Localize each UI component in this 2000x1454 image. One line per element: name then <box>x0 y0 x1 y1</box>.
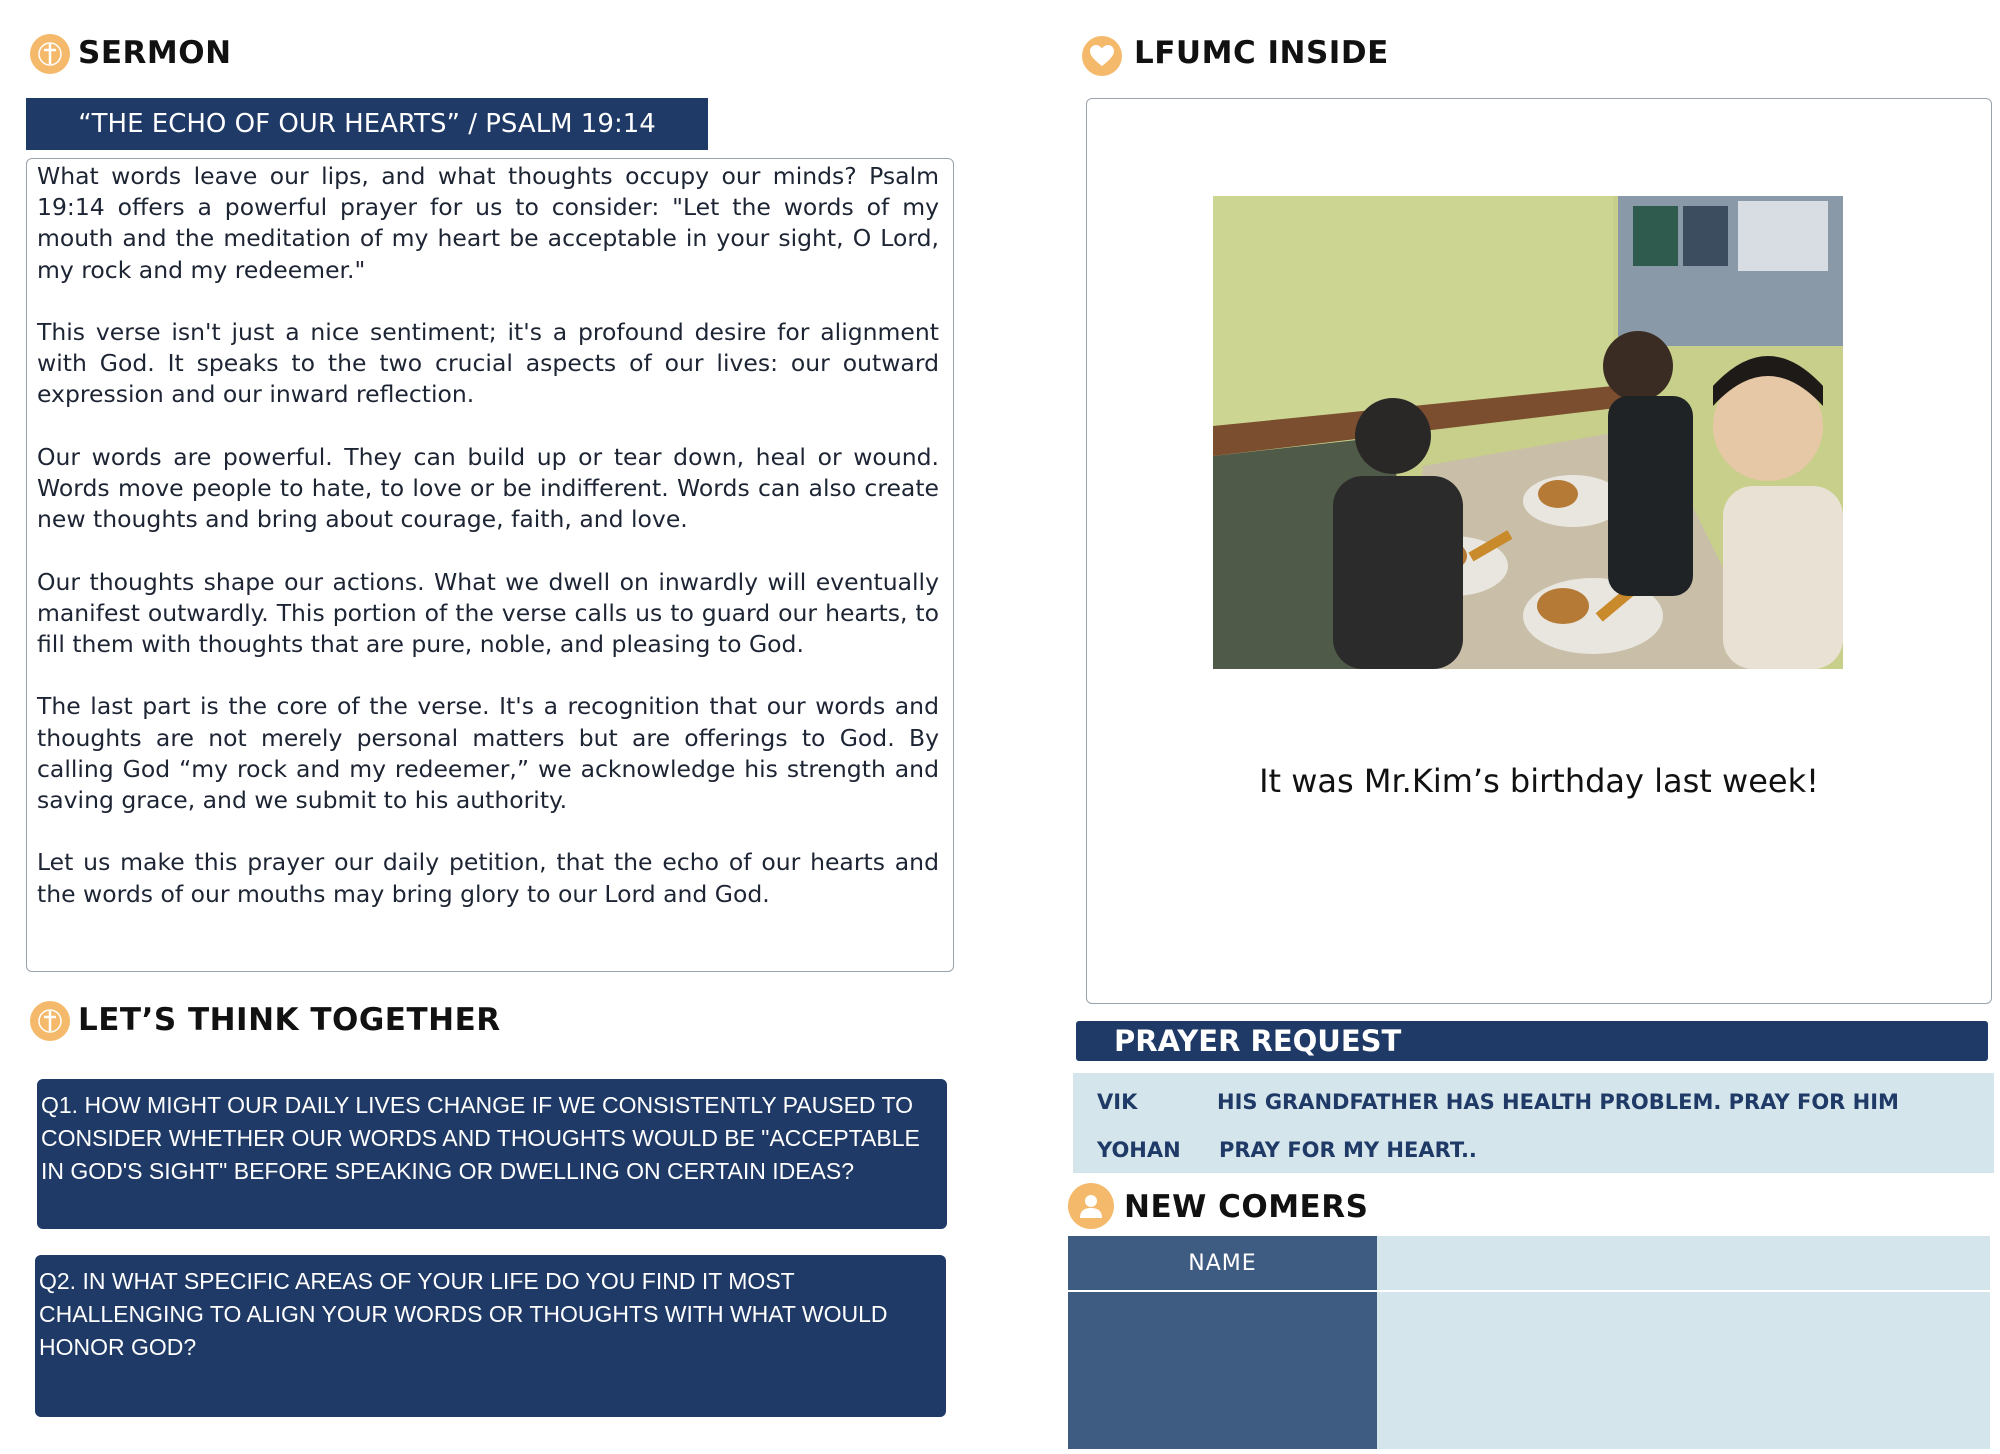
newcomers-table <box>1068 1236 1990 1449</box>
prayer-table <box>1073 1073 1994 1173</box>
sermon-paragraph: What words leave our lips, and what thoughts occupy our minds? Psalm 19:14 offers a powerful prayer for us to consider: "Let the words of my mouth and the meditation of my heart be acceptable in your sight, O Lord, my rock and my redeemer." <box>37 162 939 284</box>
photo-caption: It was Mr.Kim’s birthday last week! <box>1259 762 1819 800</box>
inside-heading: LFUMC INSIDE <box>1134 35 1389 71</box>
prayer-name: YOHAN <box>1097 1138 1181 1162</box>
name-value-cell <box>1377 1236 1990 1290</box>
sermon-paragraph: Our thoughts shape our actions. What we dwell on inwardly will eventually manifest outwardly. This portion of the verse calls us to guard our hearts, to fill them with thoughts that are pure, noble, and pleasing to God. <box>37 567 939 658</box>
sermon-paragraph: The last part is the core of the verse. It's a recognition that our words and thoughts are not merely personal matters but are offerings to God. By calling God “my rock and my redeemer,” we acknowledge his strength and saving grace, and we submit to his authority. <box>37 692 939 814</box>
sermon-paragraph: Let us make this prayer our daily petition, that the echo of our hearts and the words of our mouths may bring glory to our Lord and God. <box>37 848 939 908</box>
birthday-photo <box>1213 196 1843 669</box>
prayer-heading: PRAYER REQUEST <box>1076 1021 1988 1061</box>
church-logo-icon <box>30 34 70 74</box>
church-logo-icon <box>30 1001 70 1041</box>
name-column-header: NAME <box>1068 1236 1377 1290</box>
sermon-body <box>26 158 954 972</box>
prayer-request: PRAY FOR MY HEART.. <box>1219 1138 1477 1162</box>
newcomers-heading: NEW COMERS <box>1124 1189 1369 1225</box>
sermon-heading: SERMON <box>78 35 232 71</box>
photo-panel <box>1086 98 1992 1004</box>
question-1: Q1. HOW MIGHT OUR DAILY LIVES CHANGE IF WE CONSISTENTLY PAUSED TO CONSIDER WHETHER OUR WORDS AND THOUGHTS WOULD BE "ACCEPTABLE IN GOD'S SIGHT" BEFORE SPEAKING OR DWELLING ON CERTAIN IDEAS? <box>37 1079 947 1229</box>
sermon-paragraph: This verse isn't just a nice sentiment; it's a profound desire for alignment with God. It speaks to the two crucial aspects of our lives: our outward expression and our inward reflection. <box>37 318 939 409</box>
think-heading: LET’S THINK TOGETHER <box>78 1002 501 1038</box>
newcomer-value-cell <box>1377 1292 1990 1449</box>
sermon-title: “THE ECHO OF OUR HEARTS” / PSALM 19:14 <box>26 98 708 150</box>
person-icon <box>1068 1183 1114 1229</box>
prayer-name: VIK <box>1097 1090 1138 1114</box>
question-2: Q2. IN WHAT SPECIFIC AREAS OF YOUR LIFE DO YOU FIND IT MOST CHALLENGING TO ALIGN YOUR WORDS OR THOUGHTS WITH WHAT WOULD HONOR GOD? <box>35 1255 946 1417</box>
prayer-request: HIS GRANDFATHER HAS HEALTH PROBLEM. PRAY FOR HIM <box>1217 1090 1899 1114</box>
sermon-paragraph: Our words are powerful. They can build up or tear down, heal or wound. Words move people to hate, to love or be indifferent. Words can also create new thoughts and bring about courage, faith, and love. <box>37 442 939 534</box>
heart-icon <box>1082 36 1122 76</box>
newcomer-label-cell <box>1068 1292 1377 1449</box>
